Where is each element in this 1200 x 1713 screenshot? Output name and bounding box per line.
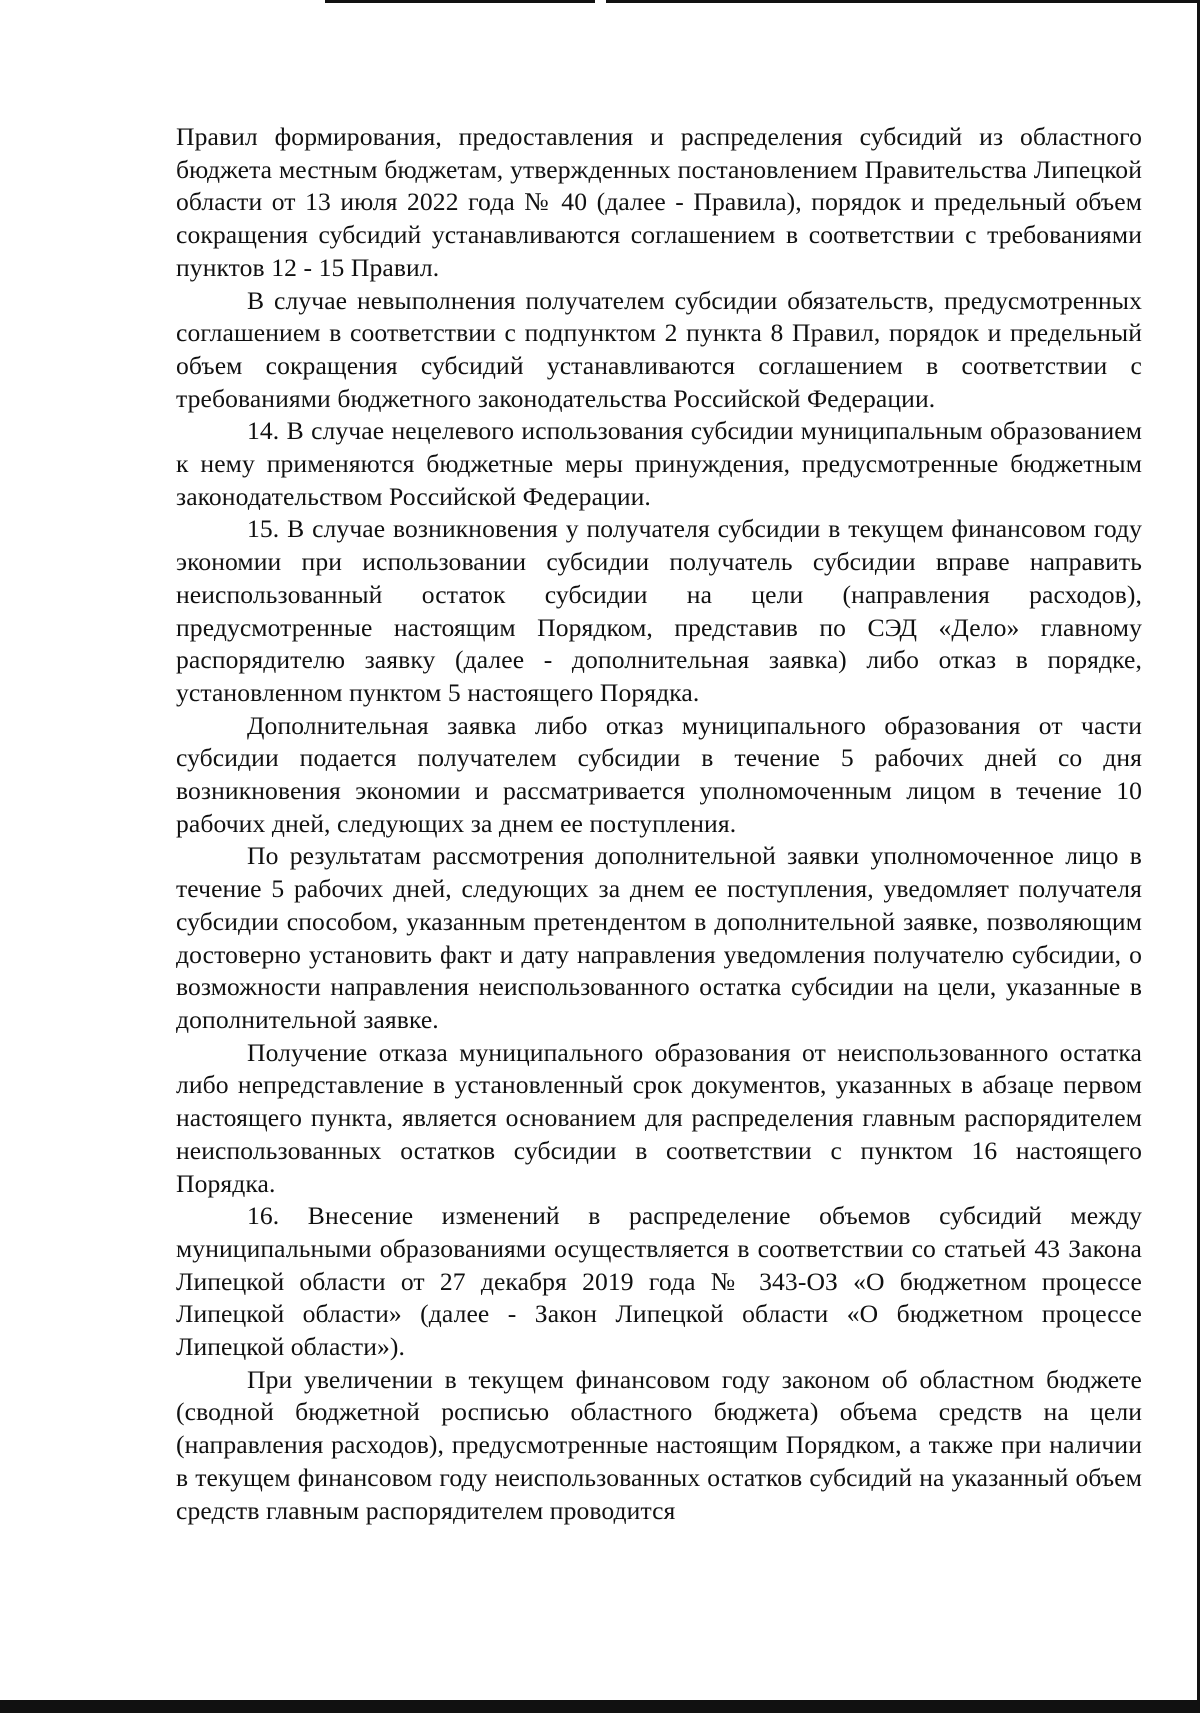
document-body [176, 121, 1142, 1527]
paragraph-7: Получение отказа муниципального образования от неиспользованного остатка либо непредставление в установленный срок документов, указанных в абзаце первом настоящего пункта, является основанием для распределения главным распорядителем неиспользованных остатков субсидии в соответствии с пунктом 16 настоящего Порядка. [176, 1037, 1142, 1198]
scan-bottom-edge [0, 1700, 1200, 1713]
paragraph-4-item-15: 15. В случае возникновения у получателя субсидии в текущем финансовом году экономии при использовании субсидии получатель субсидии вправе направить неиспользованный остаток субсидии на цели (направления расходов), предусмотренные настоящим Порядком, представив по СЭД «Дело» главному распорядителю заявку (далее - дополнительная заявка) либо отказ в порядке, установленном пунктом 5 настоящего Порядка. [176, 514, 1142, 707]
paragraph-3-item-14: 14. В случае нецелевого использования субсидии муниципальным образованием к нему применяются бюджетные меры принуждения, предусмотренные бюджетным законодательством Российской Федерации. [176, 416, 1142, 511]
paragraph-1: Правил формирования, предоставления и распределения субсидий из областного бюджета местным бюджетам, утвержденных постановлением Правительства Липецкой области от 13 июля 2022 года № 40 (далее - Правила), порядок и предельный объем сокращения субсидий устанавливаются соглашением в соответствии с требованиями пунктов 12 - 15 Правил. [176, 122, 1142, 282]
scan-top-mark [325, 0, 595, 3]
paragraph-8-item-16: 16. Внесение изменений в распределение объемов субсидий между муниципальными образованиями осуществляется в соответствии со статьей 43 Закона Липецкой области от 27 декабря 2019 года № 343-ОЗ «О бюджетном процессе Липецкой области» (далее - Закон Липецкой области «О бюджетном процессе Липецкой области»). [176, 1201, 1142, 1362]
scan-top-mark [606, 0, 1200, 3]
paragraph-2: В случае невыполнения получателем субсидии обязательств, предусмотренных соглашением в соответствии с подпунктом 2 пункта 8 Правил, порядок и предельный объем сокращения субсидий устанавливаются соглашением в соответствии с требованиями бюджетного законодательства Российской Федерации. [176, 285, 1142, 413]
paragraph-9: При увеличении в текущем финансовом году законом об областном бюджете (сводной бюджетной росписью областного бюджета) объема средств на цели (направления расходов), предусмотренные настоящим Порядком, а также при наличии в текущем финансовом году неиспользованных остатков субсидий на указанный объем средств главным распорядителем проводится [176, 1364, 1142, 1525]
paragraph-5: Дополнительная заявка либо отказ муниципального образования от части субсидии подается получателем субсидии в течение 5 рабочих дней со дня возникновения экономии и рассматривается уполномоченным лицом в течение 10 рабочих дней, следующих за днем ее поступления. [176, 710, 1142, 838]
paragraph-6: По результатам рассмотрения дополнительной заявки уполномоченное лицо в течение 5 рабочих дней, следующих за днем ее поступления, уведомляет получателя субсидии способом, указанным претендентом в дополнительной заявке, позволяющим достоверно установить факт и дату направления уведомления получателю субсидии, о возможности направления неиспользованного остатка субсидии на цели, указанные в дополнительной заявке. [176, 841, 1142, 1034]
